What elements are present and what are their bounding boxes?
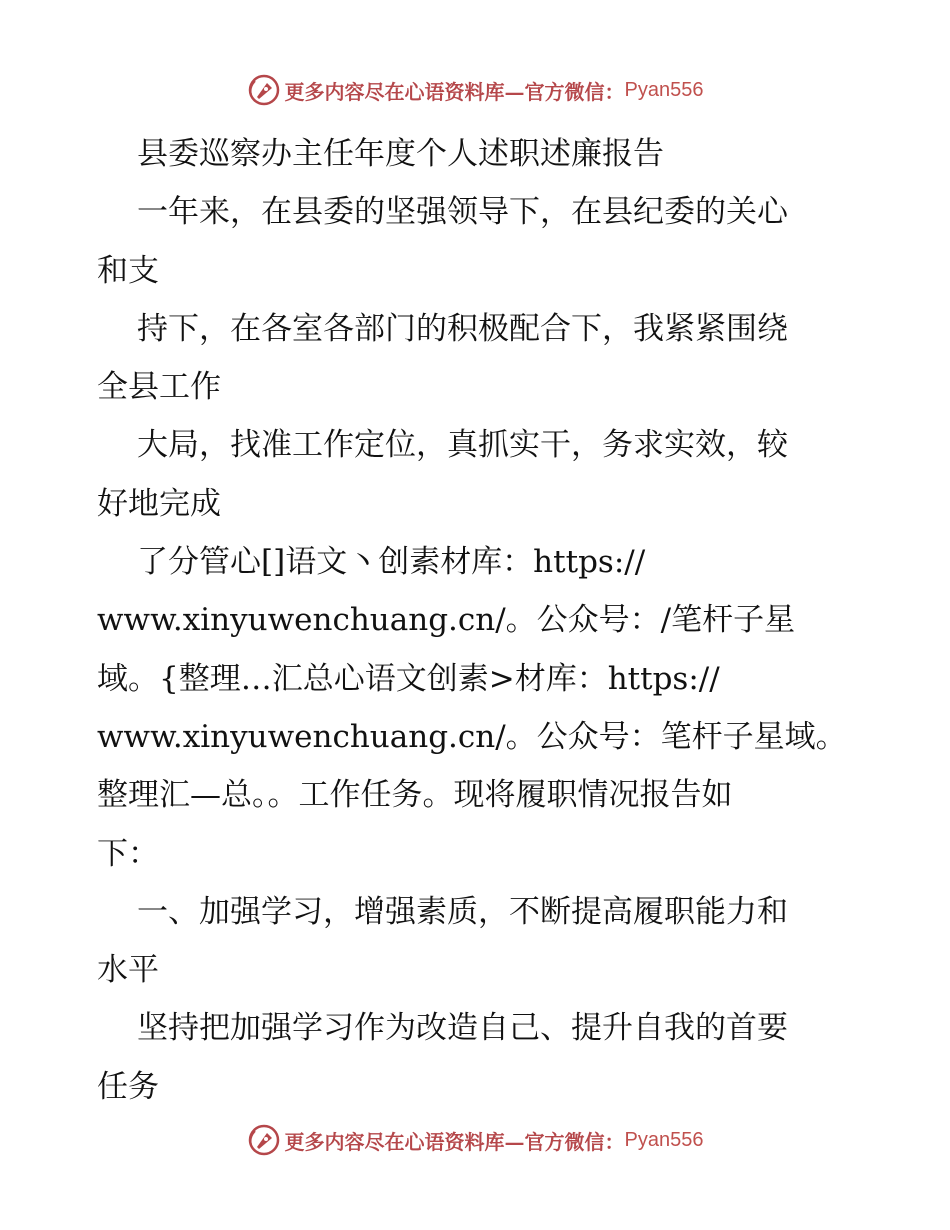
footer-banner [0,1120,950,1160]
header-banner [0,70,950,110]
document-line: 持下，在各室各部门的积极配合下，我紧紧围绕 [137,310,788,347]
footer-banner-wechat: Pyan556 [624,1128,704,1151]
document-line: 任务 [97,1068,159,1105]
document-line: 了分管心[]语文丶创素材库：https:// [137,544,646,581]
document-title: 县委巡察办主任年度个人述职述廉报告 [137,136,664,172]
document-body [97,125,857,1116]
document-line: 全县工作 [97,369,221,406]
header-banner-wechat: Pyan556 [624,78,704,101]
document-line: 大局，找准工作定位，真抓实干，务求实效，较 [137,427,788,464]
document-line: 坚持把加强学习作为改造自己、提升自我的首要 [137,1010,788,1047]
pen-nib-logo-icon [247,73,281,107]
document-line: 下： [97,835,159,872]
section-heading: 一、加强学习，增强素质，不断提高履职能力和 [137,893,788,930]
document-line: 水平 [97,952,159,989]
document-line: 一年来，在县委的坚强领导下，在县纪委的关心 [137,194,788,231]
document-line: 域。{整理…汇总心语文创素>材库：https:// [97,660,720,697]
document-line: 和支 [97,252,159,289]
footer-banner-text: 更多内容尽在心语资料库—官方微信： [284,1129,625,1154]
pen-nib-logo-icon [247,1123,281,1157]
document-line: 好地完成 [97,485,221,522]
header-banner-text: 更多内容尽在心语资料库—官方微信： [284,79,625,104]
document-line: www.xinyuwenchuang.cn/。公众号：笔杆子星域。 [97,718,847,755]
document-line: 整理汇—总。。工作任务。现将履职情况报告如 [97,777,733,814]
document-line: www.xinyuwenchuang.cn/。公众号：/笔杆子星 [97,602,796,639]
